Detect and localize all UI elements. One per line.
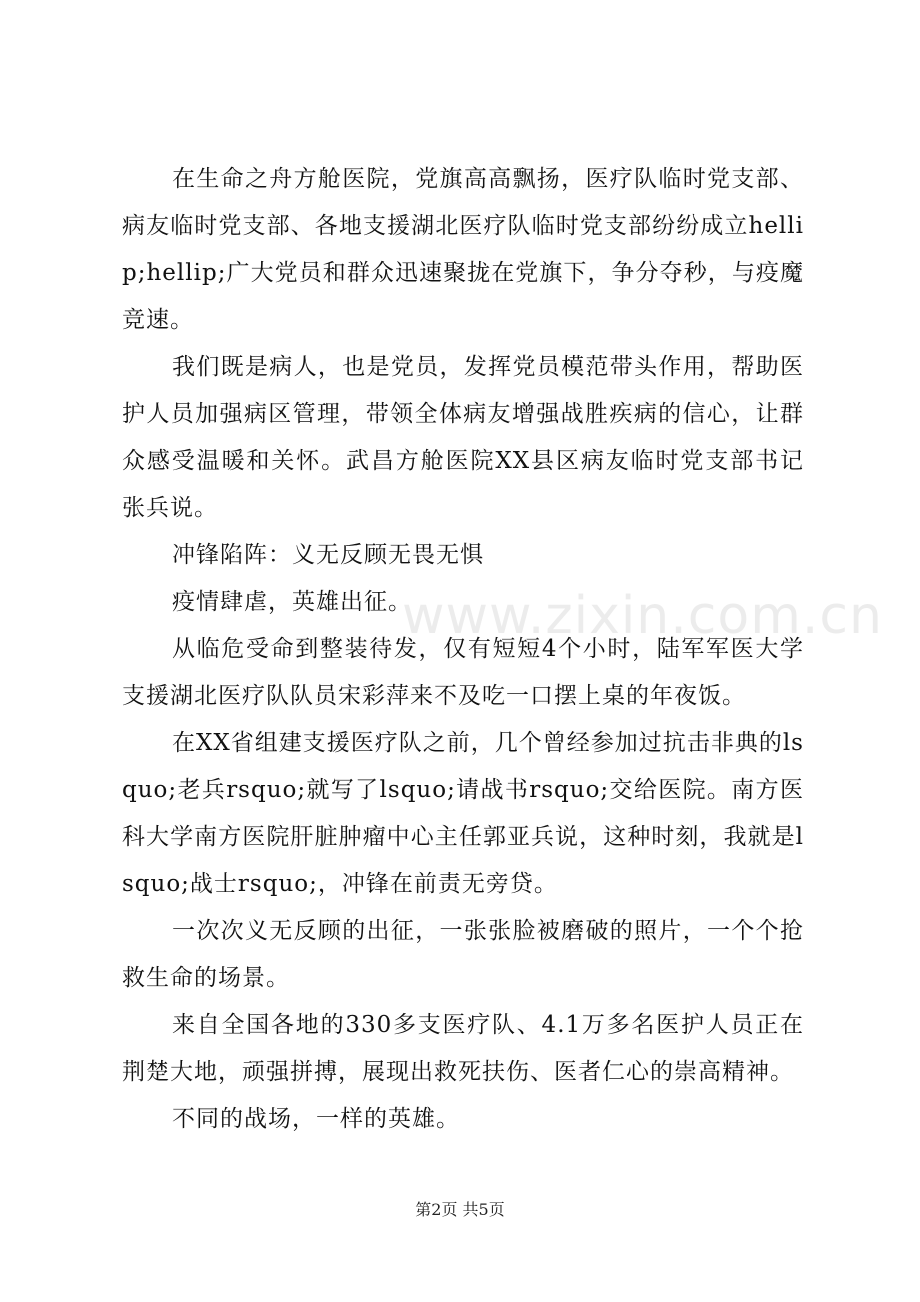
paragraph-8: 不同的战场，一样的英雄。 bbox=[172, 1106, 460, 1132]
section-heading: 冲锋陷阵：义无反顾无畏无惧 bbox=[172, 542, 484, 568]
paragraph-2: 我们既是病人，也是党员，发挥党员模范带头作用，帮助医护人员加强病区管理，带领全体病友增强战胜疾病的信心，让群众感受温暖和关怀。武昌方舱医院XX县区病友临时党支部书记张兵说。 bbox=[122, 354, 804, 521]
watermark-text: www.zixin.com.cn bbox=[402, 586, 883, 646]
paragraph-1: 在生命之舟方舱医院，党旗高高飘扬，医疗队临时党支部、病友临时党支部、各地支援湖北医疗队临时党支部纷纷成立hellip;hellip;广大党员和群众迅速聚拢在党旗下，争分夺秒，与疫魔竞速。 bbox=[122, 166, 804, 333]
document-body bbox=[122, 156, 804, 1143]
paragraph-4: 从临危受命到整装待发，仅有短短4个小时，陆军军医大学支援湖北医疗队队员宋彩萍来不及吃一口摆上桌的年夜饭。 bbox=[122, 636, 804, 709]
paragraph-5: 在XX省组建支援医疗队之前，几个曾经参加过抗击非典的lsquo;老兵rsquo;就写了lsquo;请战书rsquo;交给医院。南方医科大学南方医院肝脏肿瘤中心主任郭亚兵说，这种时刻，我就是lsquo;战士rsquo;，冲锋在前责无旁贷。 bbox=[122, 730, 804, 897]
paragraph-7: 来自全国各地的330多支医疗队、4.1万多名医护人员正在荆楚大地，顽强拼搏，展现出救死扶伤、医者仁心的崇高精神。 bbox=[122, 1012, 804, 1085]
paragraph-6: 一次次义无反顾的出征，一张张脸被磨破的照片，一个个抢救生命的场景。 bbox=[122, 918, 804, 991]
paragraph-3: 疫情肆虐，英雄出征。 bbox=[172, 589, 412, 615]
page-indicator: 第2页 共5页 bbox=[415, 1200, 505, 1219]
